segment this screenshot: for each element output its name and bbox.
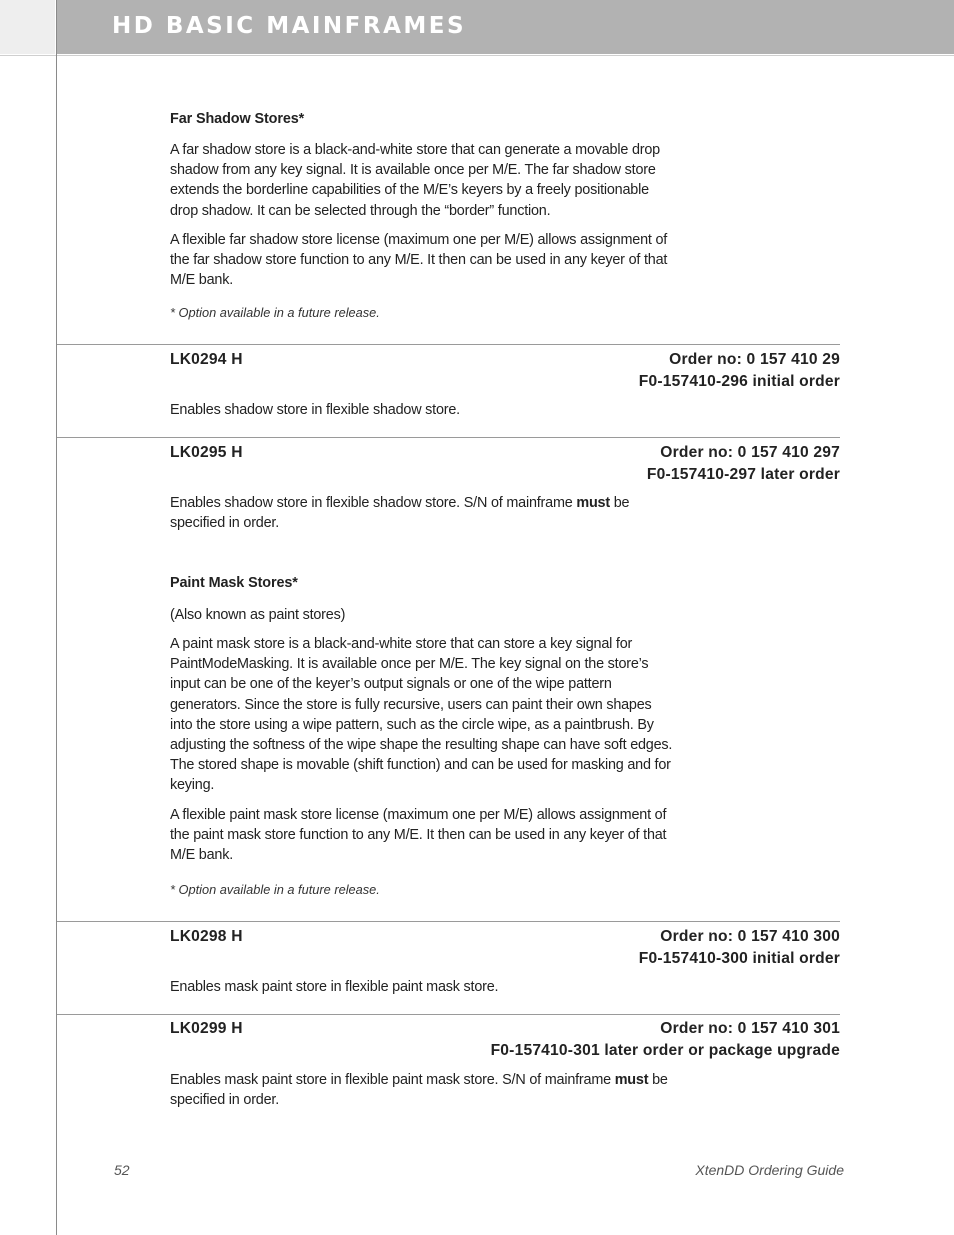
order-number: Order no: 0 157 410 300 [660, 928, 840, 945]
divider [57, 1014, 840, 1015]
guide-title: XtenDD Ordering Guide [695, 1162, 844, 1178]
item-description: Enables shadow store in flexible shadow store. [170, 402, 460, 418]
order-reference: F0-157410-297 later order [646, 466, 840, 483]
item-code: LK0294 H [170, 351, 243, 368]
order-reference: F0-157410-300 initial order [638, 950, 840, 967]
divider [57, 921, 840, 922]
order-number: Order no: 0 157 410 301 [660, 1020, 840, 1037]
paint-mask-heading: Paint Mask Stores* [170, 575, 298, 591]
description-text: be specified in order. [170, 1072, 668, 1109]
order-number: Order no: 0 157 410 297 [660, 444, 840, 461]
divider [57, 437, 840, 438]
item-description [170, 493, 674, 533]
item-code: LK0298 H [170, 928, 243, 945]
margin-line [56, 0, 57, 1235]
order-info [639, 349, 840, 393]
order-info [491, 1018, 840, 1062]
emphasis: must [576, 495, 610, 511]
paint-mask-note: * Option available in a future release. [170, 882, 380, 897]
item-code: LK0295 H [170, 444, 243, 461]
page-number: 52 [114, 1162, 130, 1178]
order-reference: F0-157410-296 initial order [638, 373, 840, 390]
far-shadow-note: * Option available in a future release. [170, 305, 380, 320]
description-text: be specified in order. [170, 495, 630, 532]
order-number: Order no: 0 157 410 29 [669, 351, 840, 368]
item-code: LK0299 H [170, 1020, 243, 1037]
description-text: Enables mask paint store in flexible paint mask store. S/N of mainframe [170, 1072, 615, 1088]
header-divider [0, 55, 954, 56]
paint-mask-subtitle: (Also known as paint stores) [170, 607, 346, 623]
description-text: Enables shadow store in flexible shadow store. S/N of mainframe [170, 495, 577, 511]
paint-mask-description: A paint mask store is a black-and-white store that can store a key signal for PaintModeMasking. It is available once per M/E. The key signal on the store’s input can be one of the keyer’s output signals or one of the wipe pattern generators. Since the store is fully recursive, users can paint their own shapes into the store using a wipe pattern, such as the circle wipe, as a paintbrush. By adjusting the softness of the wipe shape the resulting shape can have soft edges. The stored shape is movable (shift function) and can be used for masking and for keying. [170, 636, 673, 794]
page-title: HD BASIC MAINFRAMES [112, 13, 467, 39]
far-shadow-heading: Far Shadow Stores* [170, 111, 305, 127]
order-info [647, 442, 840, 486]
divider [57, 344, 840, 345]
order-info [639, 926, 840, 970]
item-description: Enables mask paint store in flexible paint mask store. [170, 979, 499, 995]
far-shadow-license: A flexible far shadow store license (maximum one per M/E) allows assignment of the far shadow store function to any M/E. It then can be used in any keyer of that M/E bank. [170, 232, 668, 289]
far-shadow-description: A far shadow store is a black-and-white store that can generate a movable drop shadow from any key signal. It is available once per M/E. The far shadow store extends the borderline capabilities of the M/E’s keyers by a freely positionable drop shadow. It can be selected through the “border” function. [170, 142, 660, 219]
item-description [170, 1070, 674, 1110]
paint-mask-license: A flexible paint mask store license (maximum one per M/E) allows assignment of the paint mask store function to any M/E. It then can be used in any keyer of that M/E bank. [170, 807, 667, 864]
page-header [57, 0, 954, 54]
header-corner [0, 0, 55, 54]
order-reference: F0-157410-301 later order or package upgrade [490, 1042, 840, 1059]
emphasis: must [614, 1072, 649, 1088]
